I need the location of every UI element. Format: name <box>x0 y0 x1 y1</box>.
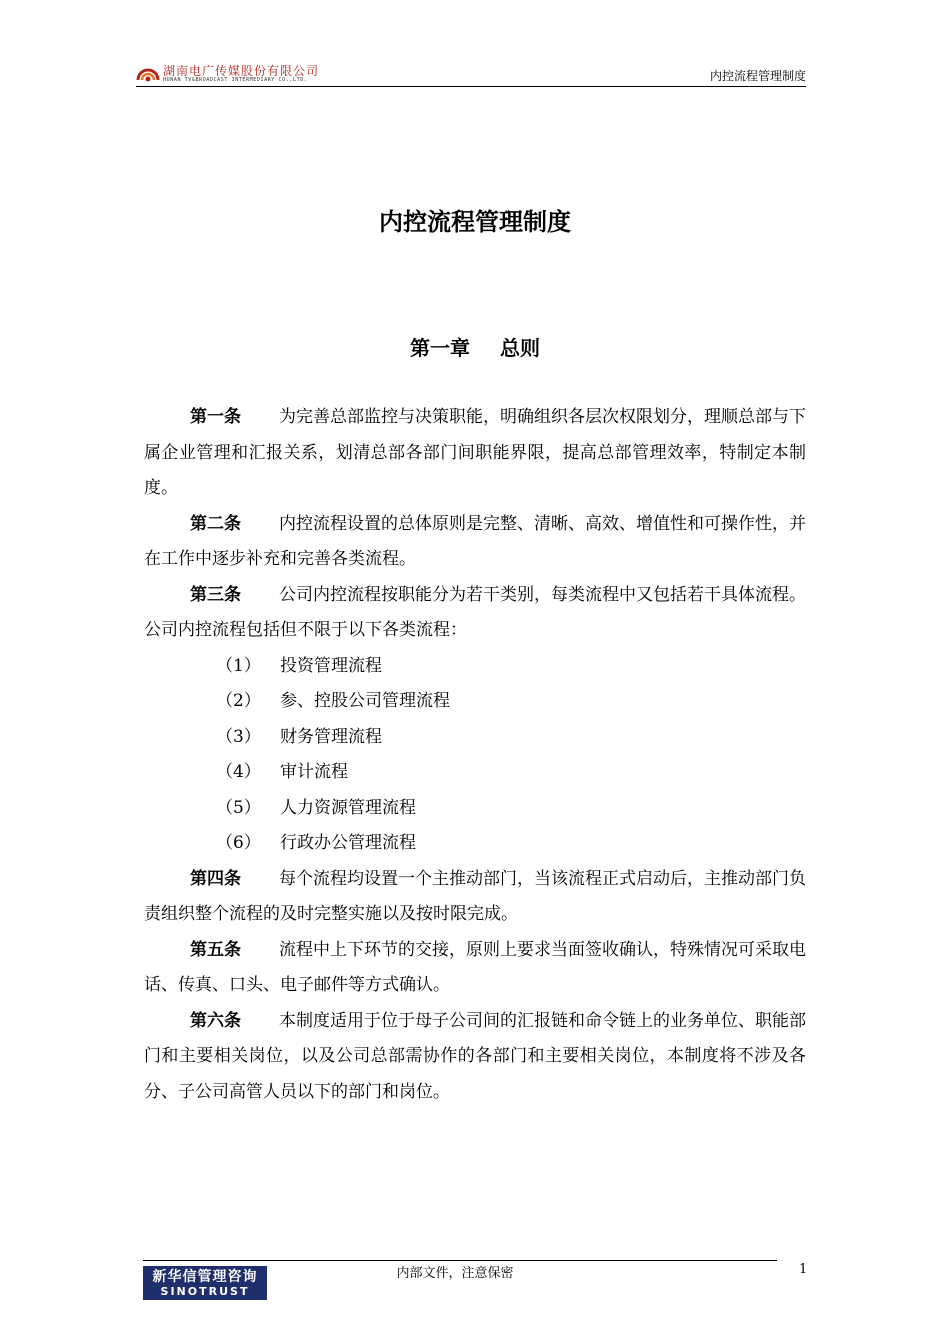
document-title: 内控流程管理制度 <box>379 208 571 236</box>
confidential-notice: 内部文件，注意保密 <box>396 1266 514 1281</box>
chapter-number: 第一章 <box>410 336 470 360</box>
consultancy-logo <box>143 1266 267 1300</box>
chapter-name: 总则 <box>500 336 540 360</box>
article-3 <box>144 578 806 649</box>
list-item <box>144 720 806 756</box>
list-item-number: （6） <box>216 833 261 853</box>
article-label: 第二条 <box>190 513 241 534</box>
article-4 <box>144 862 806 933</box>
company-logo-icon <box>136 60 160 84</box>
header-doc-label: 内控流程管理制度 <box>709 69 806 83</box>
document-body <box>144 400 806 1110</box>
list-item-text: 审计流程 <box>280 762 348 782</box>
article-1 <box>144 400 806 507</box>
article-text: 流程中上下环节的交接，原则上要求当面签收确认，特殊情况可采取电话、传真、口头、电子邮件等方式确认。 <box>144 939 806 995</box>
article-text: 内控流程设置的总体原则是完整、清晰、高效、增值性和可操作性，并在工作中逐步补充和完善各类流程。 <box>144 513 806 569</box>
article-text: 公司内控流程按职能分为若干类别，每类流程中又包括若干具体流程。公司内控流程包括但不限于以下各类流程： <box>144 584 806 640</box>
article-5 <box>144 933 806 1004</box>
list-item-text: 财务管理流程 <box>280 726 382 747</box>
article-label: 第四条 <box>190 868 241 889</box>
list-item-number: （5） <box>216 797 261 818</box>
list-item <box>144 684 806 720</box>
list-item <box>144 791 806 827</box>
list-item <box>144 649 806 685</box>
article-text: 本制度适用于位于母子公司间的汇报链和命令链上的业务单位、职能部门和主要相关岗位，以及公司总部需协作的各部门和主要相关岗位，本制度将不涉及各分、子公司高管人员以下的部门和岗位。 <box>144 1010 806 1102</box>
company-name: 湖南电广传媒股份有限公司 <box>163 64 320 78</box>
article-label: 第五条 <box>190 939 241 960</box>
list-item-text: 参、控股公司管理流程 <box>280 691 450 711</box>
brand-name-en: SINOTRUST <box>160 1285 250 1298</box>
list-item-text: 人力资源管理流程 <box>280 797 416 818</box>
article-label: 第一条 <box>190 407 241 427</box>
footer-divider <box>143 1260 777 1261</box>
company-name-en: HUNAN TV&BROADCAST INTERMEDIARY CO.,LTD. <box>163 77 308 83</box>
list-item-number: （1） <box>216 655 261 676</box>
page-number: 1 <box>799 1262 808 1277</box>
list-item-text: 行政办公管理流程 <box>280 833 416 853</box>
article-text: 为完善总部监控与决策职能，明确组织各层次权限划分，理顺总部与下属企业管理和汇报关系，划清总部各部门间职能界限，提高总部管理效率，特制定本制度。 <box>144 407 806 498</box>
article-text: 每个流程均设置一个主推动部门，当该流程正式启动后，主推动部门负责组织整个流程的及时完整实施以及按时限完成。 <box>144 868 806 924</box>
brand-name-cn: 新华信管理咨询 <box>152 1269 258 1285</box>
article-6 <box>144 1004 806 1111</box>
list-item-number: （2） <box>216 691 261 711</box>
list-item-number: （3） <box>216 726 261 747</box>
chapter-heading <box>0 332 950 361</box>
article-label: 第六条 <box>190 1010 241 1031</box>
article-label: 第三条 <box>190 584 241 605</box>
article-2 <box>144 507 806 578</box>
list-item-number: （4） <box>216 762 261 782</box>
list-item <box>144 755 806 791</box>
list-item-text: 投资管理流程 <box>280 655 382 676</box>
list-item <box>144 826 806 862</box>
page-header <box>136 58 806 87</box>
